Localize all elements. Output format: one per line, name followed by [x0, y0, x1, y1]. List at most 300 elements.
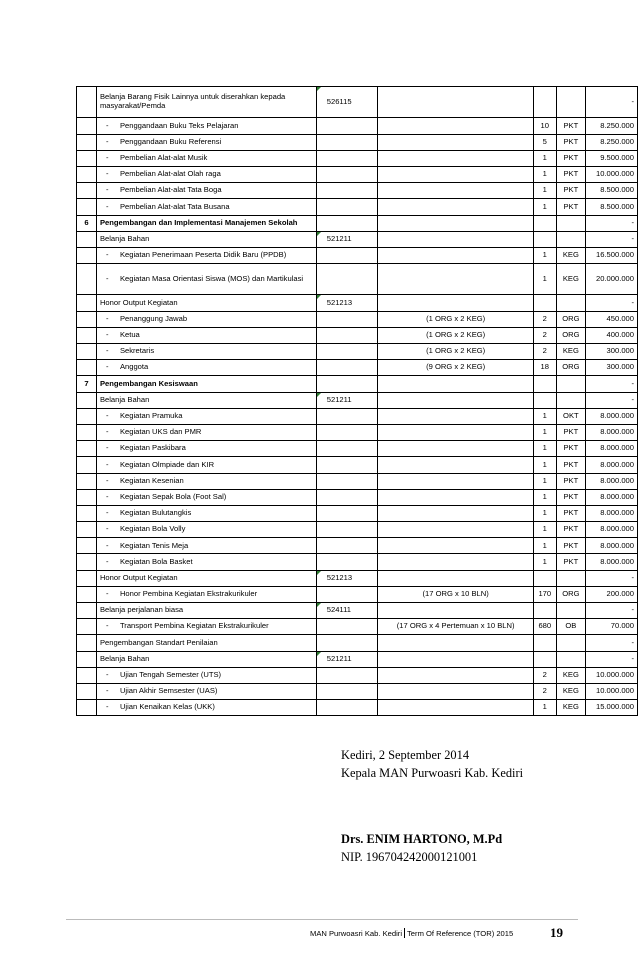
unit-price: 70.000 — [586, 619, 638, 635]
list-dash: - — [105, 427, 109, 437]
row-description-text: Transport Pembina Kegiatan Ekstrakurikuler — [119, 621, 269, 631]
row-description — [96, 505, 316, 521]
list-dash: - — [105, 201, 109, 211]
unit-price: - — [586, 651, 638, 667]
row-number — [77, 327, 97, 343]
budget-table-body — [77, 87, 638, 716]
unit-price: 400.000 — [586, 327, 638, 343]
unit: ORG — [556, 327, 586, 343]
unit: KEG — [556, 264, 586, 295]
table-row — [77, 424, 638, 440]
table-row — [77, 538, 638, 554]
table-row — [77, 134, 638, 150]
table-row — [77, 264, 638, 295]
volume: 1 — [533, 264, 556, 295]
volume: 1 — [533, 457, 556, 473]
table-row — [77, 295, 638, 311]
volume: 170 — [533, 586, 556, 602]
volume: 1 — [533, 700, 556, 716]
unit: ORG — [556, 360, 586, 376]
unit: PKT — [556, 505, 586, 521]
row-description-text: Kegiatan Olmpiade dan KIR — [119, 459, 215, 469]
table-row — [77, 118, 638, 134]
volume: 1 — [533, 441, 556, 457]
row-number — [77, 134, 97, 150]
volume-detail — [378, 215, 534, 231]
row-description-text: Kegiatan Paskibara — [119, 443, 186, 453]
list-dash: - — [105, 540, 109, 550]
list-dash: - — [105, 136, 109, 146]
volume-detail — [378, 683, 534, 699]
unit: KEG — [556, 247, 586, 263]
row-description-text: Kegiatan Bola Basket — [119, 556, 193, 566]
row-number — [77, 150, 97, 166]
unit-price: - — [586, 215, 638, 231]
row-description-text: Ketua — [119, 330, 140, 340]
table-row — [77, 392, 638, 408]
table-row — [77, 327, 638, 343]
row-description-text: Pengembangan Standart Penilaian — [99, 637, 218, 647]
row-description — [96, 538, 316, 554]
row-number — [77, 522, 97, 538]
table-row — [77, 183, 638, 199]
unit-price: 8.000.000 — [586, 441, 638, 457]
row-description-text: Kegiatan Masa Orientasi Siswa (MOS) dan Martikulasi — [119, 273, 304, 283]
row-description-text: Kegiatan Bola Volly — [119, 524, 186, 534]
table-row — [77, 199, 638, 215]
volume-detail — [378, 700, 534, 716]
cell-marker-icon — [317, 87, 321, 91]
footer-divider — [66, 919, 578, 920]
list-dash: - — [105, 508, 109, 518]
row-description — [96, 87, 316, 118]
row-description-text: Kegiatan Tenis Meja — [119, 540, 189, 550]
account-code — [316, 183, 378, 199]
account-code — [316, 360, 378, 376]
row-description — [96, 554, 316, 570]
unit-price: - — [586, 376, 638, 392]
volume-detail — [378, 651, 534, 667]
unit-price: 450.000 — [586, 311, 638, 327]
row-number — [77, 360, 97, 376]
table-row — [77, 554, 638, 570]
volume-detail: (17 ORG x 10 BLN) — [378, 586, 534, 602]
list-dash: - — [105, 273, 109, 283]
volume: 1 — [533, 554, 556, 570]
row-description-text: Honor Pembina Kegiatan Ekstrakurikuler — [119, 589, 258, 599]
list-dash: - — [105, 330, 109, 340]
list-dash: - — [105, 411, 109, 421]
unit-price: - — [586, 603, 638, 619]
unit: ORG — [556, 311, 586, 327]
row-description-text: Ujian Kenaikan Kelas (UKK) — [119, 702, 215, 712]
account-code — [316, 667, 378, 683]
unit-price: 8.000.000 — [586, 522, 638, 538]
row-description — [96, 199, 316, 215]
unit-price: 8.000.000 — [586, 538, 638, 554]
row-description-text: Kegiatan Sepak Bola (Foot Sal) — [119, 491, 227, 501]
cell-marker-icon — [317, 603, 321, 607]
volume-detail — [378, 473, 534, 489]
account-code-text: 524111 — [326, 605, 351, 615]
volume — [533, 295, 556, 311]
row-number — [77, 264, 97, 295]
unit — [556, 231, 586, 247]
row-number — [77, 554, 97, 570]
list-dash: - — [105, 621, 109, 631]
unit-price: - — [586, 392, 638, 408]
row-description — [96, 311, 316, 327]
list-dash: - — [105, 250, 109, 260]
account-code — [316, 376, 378, 392]
table-row — [77, 408, 638, 424]
footer-institution: MAN Purwoasri Kab. Kediri — [310, 929, 403, 938]
unit: OB — [556, 619, 586, 635]
footer-document-title: Term Of Reference (TOR) 2015 — [407, 929, 514, 938]
unit-price: 8.500.000 — [586, 183, 638, 199]
unit — [556, 215, 586, 231]
unit: PKT — [556, 457, 586, 473]
unit: PKT — [556, 183, 586, 199]
volume-detail — [378, 166, 534, 182]
row-number — [77, 311, 97, 327]
unit: OKT — [556, 408, 586, 424]
row-number — [77, 231, 97, 247]
row-description — [96, 360, 316, 376]
list-dash: - — [105, 169, 109, 179]
unit — [556, 570, 586, 586]
volume-detail — [378, 118, 534, 134]
row-description — [96, 683, 316, 699]
volume-detail — [378, 489, 534, 505]
unit-price: 20.000.000 — [586, 264, 638, 295]
account-code — [316, 247, 378, 263]
row-description — [96, 376, 316, 392]
unit: PKT — [556, 538, 586, 554]
table-row — [77, 473, 638, 489]
volume: 2 — [533, 344, 556, 360]
table-row — [77, 441, 638, 457]
volume-detail — [378, 231, 534, 247]
volume-detail — [378, 87, 534, 118]
account-code — [316, 538, 378, 554]
account-code — [316, 554, 378, 570]
account-code — [316, 231, 378, 247]
unit — [556, 376, 586, 392]
cell-marker-icon — [317, 295, 321, 299]
account-code-text: 521211 — [326, 394, 352, 404]
account-code — [316, 522, 378, 538]
account-code — [316, 118, 378, 134]
volume: 1 — [533, 538, 556, 554]
row-number — [77, 586, 97, 602]
unit — [556, 651, 586, 667]
row-description-text: Pembelian Alat-alat Tata Boga — [119, 185, 222, 195]
table-row — [77, 619, 638, 635]
unit-price: - — [586, 570, 638, 586]
account-code — [316, 603, 378, 619]
row-number — [77, 505, 97, 521]
row-description-text: Penanggung Jawab — [119, 313, 188, 323]
unit: KEG — [556, 667, 586, 683]
account-code — [316, 215, 378, 231]
unit-price: 16.500.000 — [586, 247, 638, 263]
signature-place-date: Kediri, 2 September 2014 — [341, 748, 470, 762]
account-code — [316, 150, 378, 166]
volume: 1 — [533, 150, 556, 166]
account-code — [316, 327, 378, 343]
volume-detail — [378, 295, 534, 311]
row-description — [96, 327, 316, 343]
table-row — [77, 87, 638, 118]
volume: 10 — [533, 118, 556, 134]
unit-price: 9.500.000 — [586, 150, 638, 166]
account-code — [316, 570, 378, 586]
row-number — [77, 344, 97, 360]
unit: KEG — [556, 683, 586, 699]
row-description — [96, 473, 316, 489]
cell-marker-icon — [317, 652, 321, 656]
cell-marker-icon — [317, 393, 321, 397]
volume-detail — [378, 183, 534, 199]
volume — [533, 651, 556, 667]
row-description-text: Belanja perjalanan biasa — [99, 605, 184, 615]
unit-price: - — [586, 635, 638, 651]
volume — [533, 603, 556, 619]
volume-detail — [378, 522, 534, 538]
account-code — [316, 264, 378, 295]
row-number — [77, 295, 97, 311]
row-number — [77, 635, 97, 651]
signature-nip: NIP. 196704242000121001 — [341, 850, 478, 864]
footer-separator — [404, 928, 405, 938]
volume: 1 — [533, 408, 556, 424]
row-description-text: Anggota — [119, 362, 149, 372]
row-number — [77, 408, 97, 424]
row-number — [77, 118, 97, 134]
row-description-text: Pembelian Alat-alat Tata Busana — [119, 201, 230, 211]
table-row — [77, 215, 638, 231]
row-description-text: Belanja Bahan — [99, 653, 150, 663]
account-code — [316, 295, 378, 311]
unit-price: 8.000.000 — [586, 473, 638, 489]
table-row — [77, 150, 638, 166]
volume — [533, 392, 556, 408]
volume: 1 — [533, 473, 556, 489]
row-description — [96, 700, 316, 716]
list-dash: - — [105, 120, 109, 130]
row-description — [96, 166, 316, 182]
list-dash: - — [105, 670, 109, 680]
volume-detail — [378, 570, 534, 586]
row-number — [77, 424, 97, 440]
signature-position: Kepala MAN Purwoasri Kab. Kediri — [341, 766, 524, 780]
row-description — [96, 392, 316, 408]
row-description — [96, 570, 316, 586]
account-code — [316, 408, 378, 424]
row-description — [96, 247, 316, 263]
volume: 1 — [533, 505, 556, 521]
unit: KEG — [556, 344, 586, 360]
unit: KEG — [556, 700, 586, 716]
volume-detail — [378, 457, 534, 473]
volume-detail — [378, 635, 534, 651]
unit-price: 300.000 — [586, 360, 638, 376]
table-row — [77, 344, 638, 360]
list-dash: - — [105, 153, 109, 162]
list-dash: - — [105, 362, 109, 372]
volume: 1 — [533, 489, 556, 505]
account-code — [316, 700, 378, 716]
list-dash: - — [105, 346, 109, 356]
signature-name: Drs. ENIM HARTONO, M.Pd — [341, 832, 503, 846]
volume-detail: (1 ORG x 2 KEG) — [378, 327, 534, 343]
table-row — [77, 376, 638, 392]
row-description — [96, 522, 316, 538]
unit-price: 8.000.000 — [586, 424, 638, 440]
row-description — [96, 603, 316, 619]
account-code — [316, 344, 378, 360]
account-code-text: 521213 — [326, 572, 353, 582]
volume-detail — [378, 134, 534, 150]
row-number — [77, 570, 97, 586]
unit-price: 15.000.000 — [586, 700, 638, 716]
row-description — [96, 441, 316, 457]
table-row — [77, 505, 638, 521]
row-description-text: Belanja Barang Fisik Lainnya untuk diserahkan kepada masyarakat/Pemda — [99, 92, 286, 111]
list-dash: - — [105, 459, 109, 469]
unit: PKT — [556, 441, 586, 457]
unit-price: 8.000.000 — [586, 489, 638, 505]
row-number — [77, 683, 97, 699]
list-dash: - — [105, 556, 109, 566]
account-code — [316, 424, 378, 440]
row-description-text: Pembelian Alat-alat Olah raga — [119, 169, 221, 179]
volume: 1 — [533, 183, 556, 199]
unit — [556, 635, 586, 651]
list-dash: - — [105, 491, 109, 501]
volume-detail — [378, 199, 534, 215]
row-description — [96, 264, 316, 295]
cell-marker-icon — [317, 232, 321, 236]
account-code — [316, 651, 378, 667]
volume-detail — [378, 441, 534, 457]
row-description — [96, 651, 316, 667]
unit — [556, 392, 586, 408]
unit: PKT — [556, 473, 586, 489]
row-description — [96, 586, 316, 602]
table-row — [77, 360, 638, 376]
row-number — [77, 392, 97, 408]
volume: 1 — [533, 522, 556, 538]
volume — [533, 231, 556, 247]
row-number — [77, 457, 97, 473]
unit-price: 8.250.000 — [586, 134, 638, 150]
account-code — [316, 457, 378, 473]
unit: PKT — [556, 150, 586, 166]
account-code-text: 526115 — [326, 96, 352, 106]
account-code-text: 521211 — [326, 233, 352, 243]
row-description-text: Belanja Bahan — [99, 233, 150, 243]
row-description — [96, 183, 316, 199]
volume: 680 — [533, 619, 556, 635]
list-dash: - — [105, 313, 109, 323]
unit-price: 8.500.000 — [586, 199, 638, 215]
volume-detail — [378, 376, 534, 392]
volume: 1 — [533, 199, 556, 215]
row-number — [77, 441, 97, 457]
row-description — [96, 424, 316, 440]
row-description — [96, 408, 316, 424]
volume-detail — [378, 392, 534, 408]
row-description-text: Pengembangan dan Implementasi Manajemen Sekolah — [99, 217, 298, 227]
list-dash: - — [105, 702, 109, 712]
row-number: 6 — [77, 215, 97, 231]
account-code — [316, 635, 378, 651]
row-number — [77, 651, 97, 667]
volume-detail — [378, 603, 534, 619]
row-description-text: Penggandaan Buku Referensi — [119, 136, 222, 146]
row-number — [77, 247, 97, 263]
unit: PKT — [556, 199, 586, 215]
account-code — [316, 683, 378, 699]
volume: 1 — [533, 247, 556, 263]
unit: PKT — [556, 554, 586, 570]
table-row — [77, 651, 638, 667]
row-number — [77, 603, 97, 619]
volume-detail — [378, 554, 534, 570]
table-row — [77, 231, 638, 247]
row-description — [96, 667, 316, 683]
row-description — [96, 118, 316, 134]
row-number: 7 — [77, 376, 97, 392]
table-row — [77, 166, 638, 182]
row-description-text: Kegiatan Penerimaan Peserta Didik Baru (PPDB) — [119, 250, 287, 260]
row-description-text: Pembelian Alat-alat Musik — [119, 153, 208, 162]
row-description — [96, 150, 316, 166]
unit — [556, 603, 586, 619]
volume-detail: (9 ORG x 2 KEG) — [378, 360, 534, 376]
account-code — [316, 134, 378, 150]
volume-detail — [378, 538, 534, 554]
volume-detail: (1 ORG x 2 KEG) — [378, 311, 534, 327]
list-dash: - — [105, 475, 109, 485]
unit: PKT — [556, 118, 586, 134]
account-code-text: 521213 — [326, 297, 353, 307]
unit-price: 8.000.000 — [586, 554, 638, 570]
row-number — [77, 667, 97, 683]
table-row — [77, 522, 638, 538]
row-number — [77, 619, 97, 635]
account-code — [316, 392, 378, 408]
table-row — [77, 457, 638, 473]
row-description-text: Kegiatan UKS dan PMR — [119, 427, 202, 437]
row-description-text: Kegiatan Bulutangkis — [119, 508, 192, 518]
row-description-text: Ujian Tengah Semester (UTS) — [119, 670, 222, 680]
unit-price: 8.000.000 — [586, 408, 638, 424]
table-row — [77, 635, 638, 651]
volume: 5 — [533, 134, 556, 150]
unit-price: - — [586, 87, 638, 118]
volume-detail — [378, 667, 534, 683]
row-number — [77, 199, 97, 215]
row-number — [77, 183, 97, 199]
row-description — [96, 215, 316, 231]
account-code — [316, 311, 378, 327]
row-description — [96, 134, 316, 150]
volume — [533, 570, 556, 586]
row-description-text: Kegiatan Pramuka — [119, 411, 183, 421]
